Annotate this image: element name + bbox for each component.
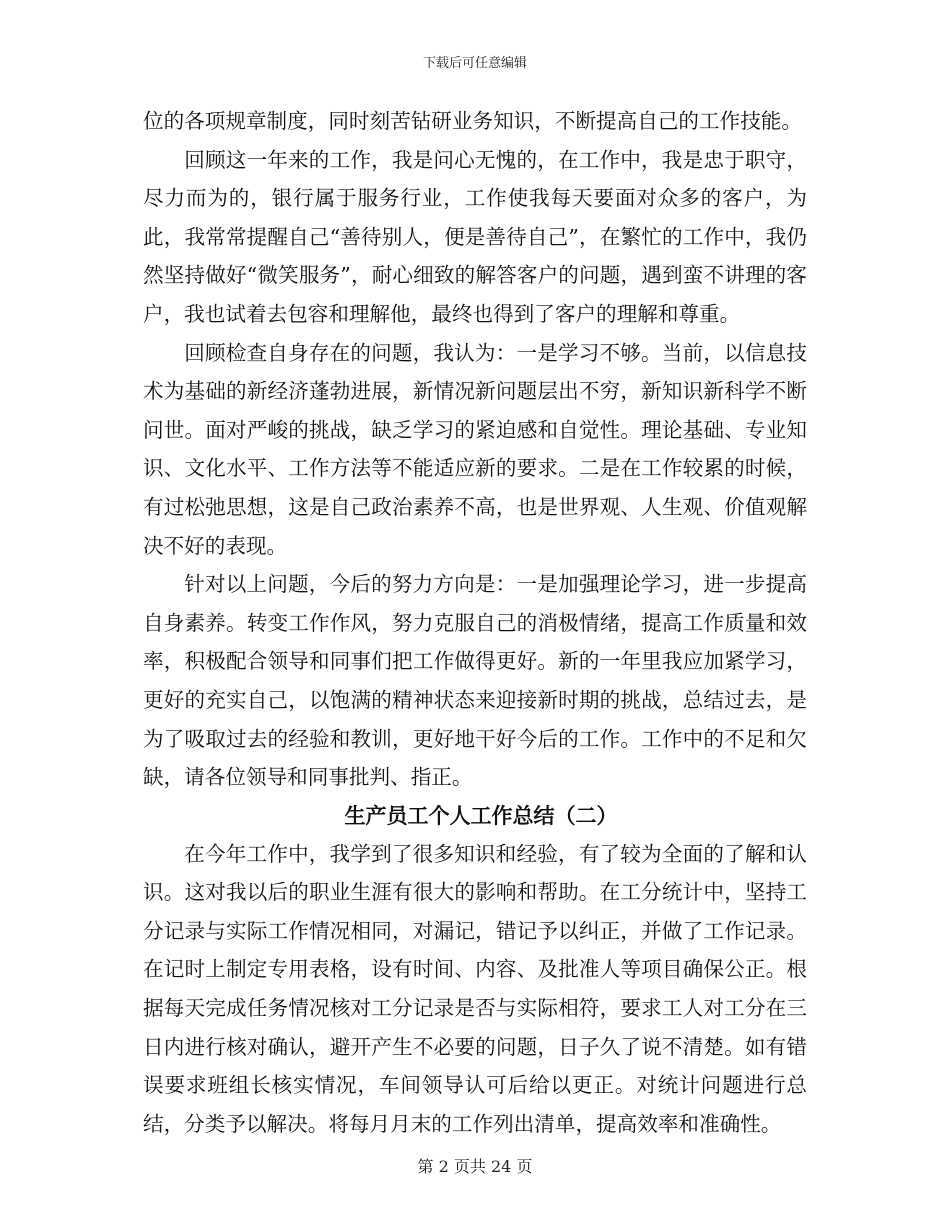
paragraph-continuation: 位的各项规章制度，同时刻苦钻研业务知识，不断提高自己的工作技能。 [143,109,802,133]
paragraph-section-body: 在今年工作中，我学到了很多知识和经验，有了较为全面的了解和认识。这对我以后的职业生涯有很大的影响和帮助。在工分统计中，坚持工分记录与实际工作情况相同，对漏记，错记予以纠正，并做了工作记录。在记时上制定专用表格，设有时间、内容、及批准人等项目确保公正。根据每天完成任务情况核对工分记录是否与实际相符，要求工人对工分在三日内进行核对确认，避开产生不必要的问题，日子久了说不清楚。如有错误要求班组长核实情况，车间领导认可后给以更正。对统计问题进行总结，分类予以解决。将每月月末的工作列出清单，提高效率和准确性。 [143,841,807,1136]
paragraph-problems: 回顾检查自身存在的问题，我认为：一是学习不够。当前，以信息技术为基础的新经济蓬勃进展，新情况新问题层出不穷，新知识新科学不断问世。面对严峻的挑战，缺乏学习的紧迫感和自觉性。理论基础、专业知识、文化水平、工作方法等不能适应新的要求。二是在工作较累的时候，有过松弛思想，这是自己政治素养不高，也是世界观、人生观、价值观解决不好的表现。 [143,340,807,558]
section-title: 生产员工个人工作总结（二） [344,802,618,828]
page-number: 第 2 页共 24 页 [417,1157,533,1176]
paragraph-review: 回顾这一年来的工作，我是问心无愧的，在工作中，我是忠于职守，尽力而为的，银行属于服务行业，工作使我每天要面对众多的客户，为此，我常常提醒自己“善待别人，便是善待自己”，在繁忙的工作中，我仍然坚持做好“微笑服务”，耐心细致的解答客户的问题，遇到蛮不讲理的客户，我也试着去包容和理解他，最终也得到了客户的理解和尊重。 [143,147,807,326]
paragraph-direction: 针对以上问题，今后的努力方向是：一是加强理论学习，进一步提高自身素养。转变工作作风，努力克服自己的消极情绪，提高工作质量和效率，积极配合领导和同事们把工作做得更好。新的一年里我应加紧学习，更好的充实自己，以饱满的精神状态来迎接新时期的挑战，总结过去，是为了吸取过去的经验和教训，更好地干好今后的工作。工作中的不足和欠缺，请各位领导和同事批判、指正。 [143,572,807,790]
document-body [143,102,807,1143]
page-header: 下载后可任意编辑 [422,56,527,71]
